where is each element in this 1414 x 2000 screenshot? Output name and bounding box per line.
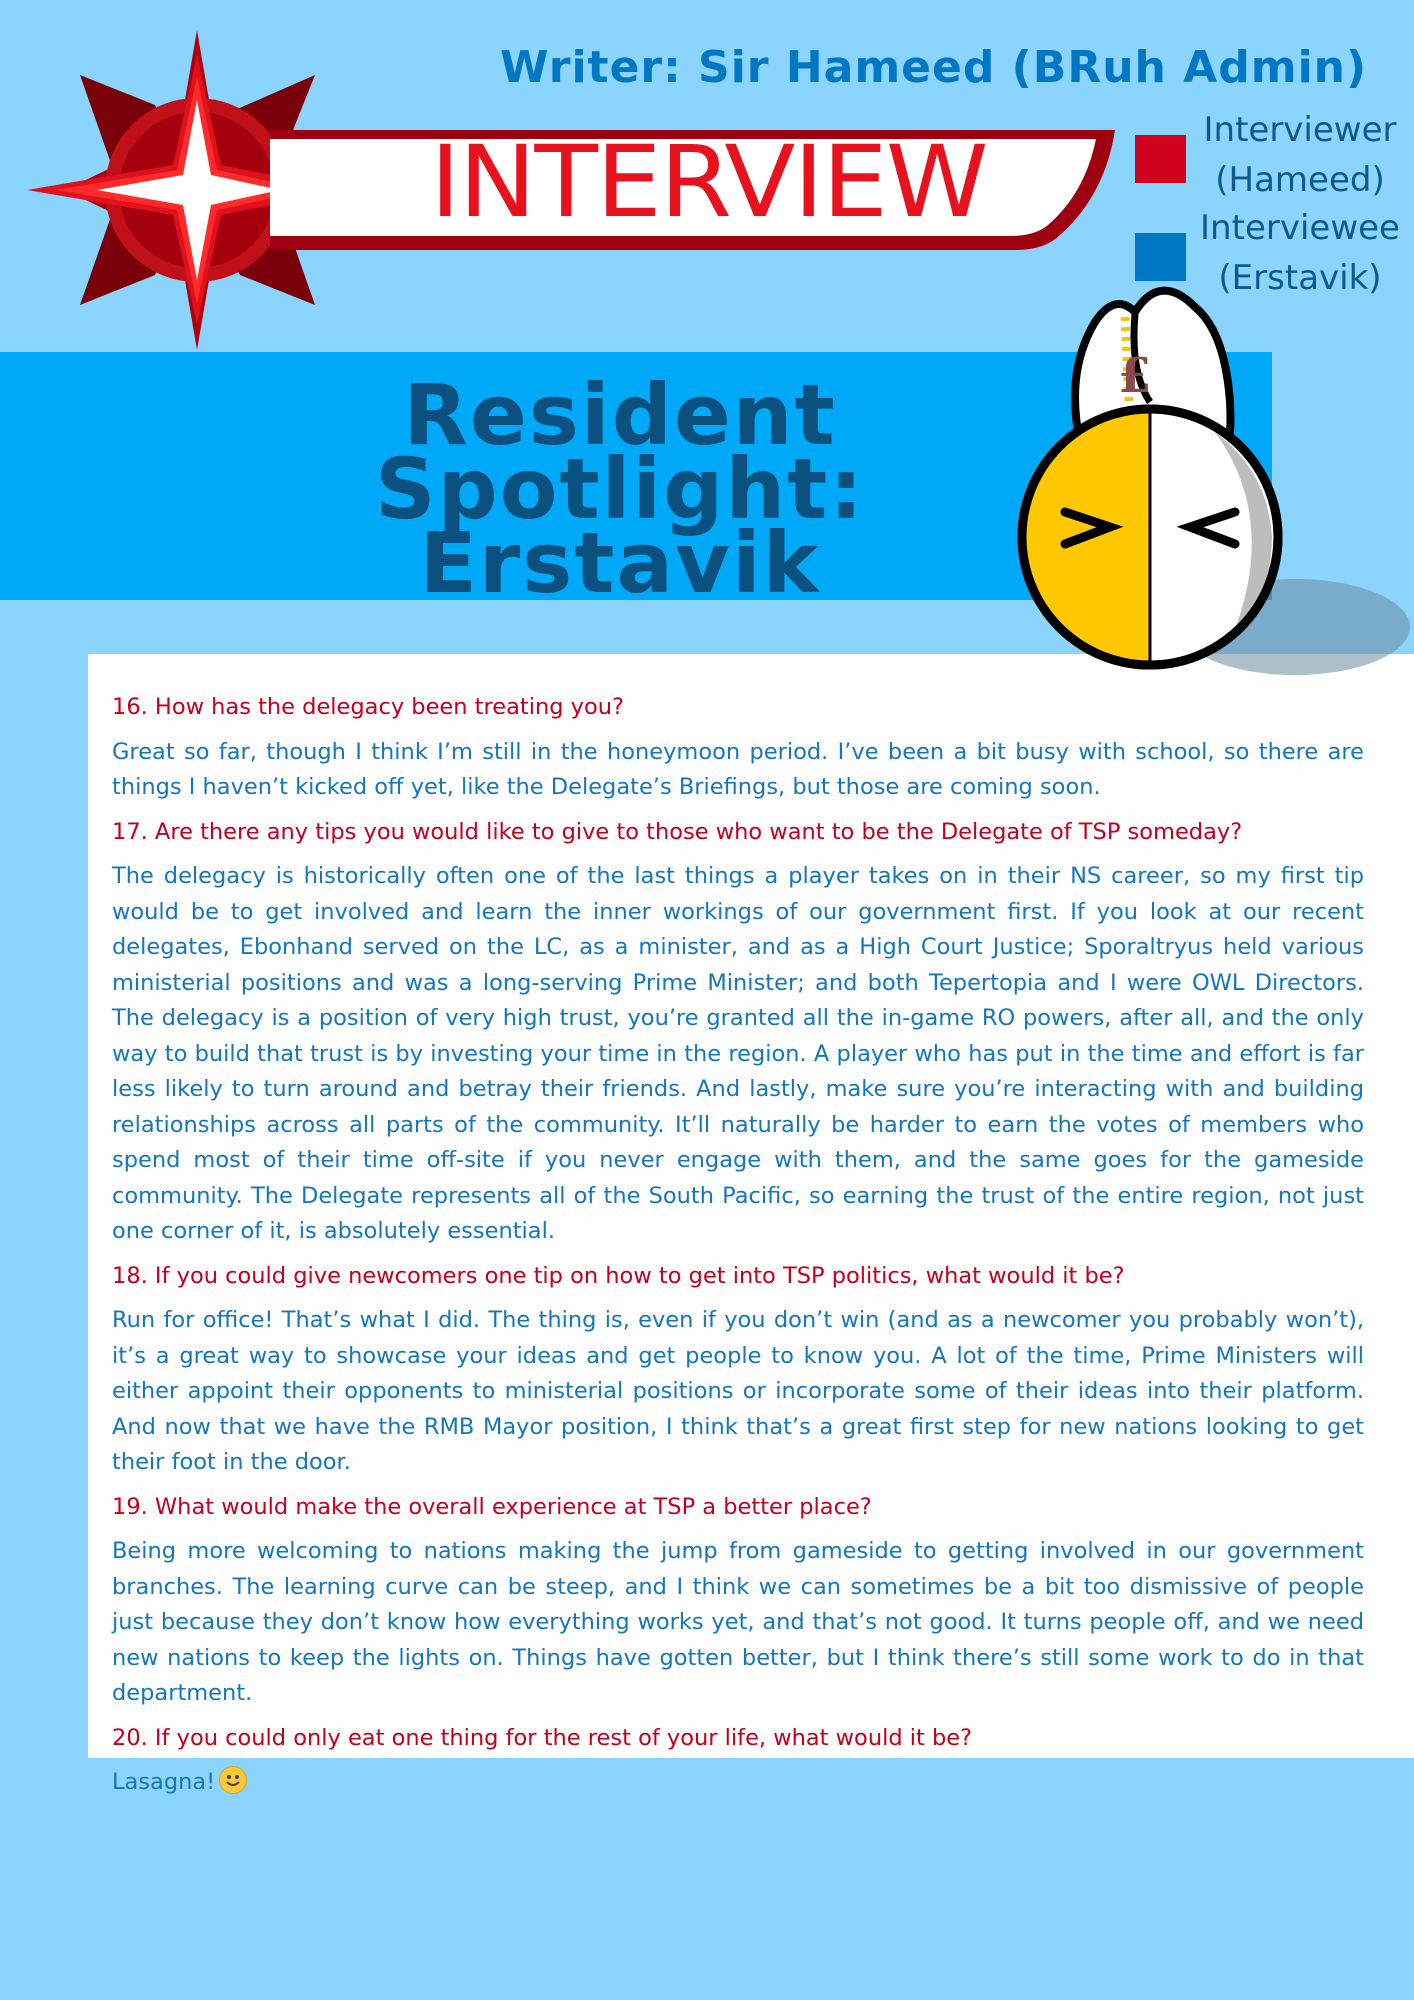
legend-label-line: Interviewer: [1203, 110, 1397, 150]
answer-17: The delegacy is historically often one of the last things a player takes on in their NS career, so my first tip would be to get involved and learn the inner workings of our government first. If you look at our recent delegates, Ebonhand served on the LC, as a minister, and as a High Court Justice; Sporaltryus held various ministerial positions and was a long-serving Prime Minister; and both Tepertopia and I were OWL Directors. The delegacy is a position of very high trust, you’re granted all the in-game RO powers, after all, and the only way to build that trust is by investing your time in the region. A player who has put in the time and effort is far less likely to turn around and betray their friends. And lastly, make sure you’re interacting with and building relationships across all parts of the community. It’ll naturally be harder to earn the votes of members who spend most of their time off-site if you never engage with them, and the same goes for the gameside community. The Delegate represents all of the South Pacific, so earning the trust of the entire region, not just one corner of it, is absolutely essential.: [112, 863, 1364, 1244]
title-line-1: Resident Spotlight:: [375, 366, 865, 538]
legend-label-interviewer: [1200, 105, 1400, 205]
question-17: 17. Are there any tips you would like to give to those who want to be the Delegate of TSP someday?: [112, 818, 1243, 845]
title-line-2: Erstavik: [419, 514, 821, 612]
page-title: [195, 366, 1045, 612]
question-18: 18. If you could give newcomers one tip on how to get into TSP politics, what would it be?: [112, 1262, 1125, 1289]
question-20: 20. If you could only eat one thing for the rest of your life, what would it be?: [112, 1724, 973, 1751]
question-19: 19. What would make the overall experience at TSP a better place?: [112, 1493, 872, 1520]
countryball-mascot-icon: [1010, 282, 1414, 702]
legend-item-interviewer: [1130, 105, 1400, 203]
answer-19: Being more welcoming to nations making the jump from gameside to getting involved in our government branches. The learning curve can be steep, and I think we can sometimes be a bit too dismissive of people just because they don’t know how everything works yet, and that’s not good. It turns people off, and we need new nations to keep the lights on. Things have gotten better, but I think there’s still some work to do in that department.: [112, 1538, 1364, 1706]
smiley-emoji-icon: [219, 1766, 247, 1794]
interviewee-color-swatch: [1135, 233, 1186, 281]
answer-20-row: [112, 1765, 1364, 1801]
question-16: 16. How has the delegacy been treating you?: [112, 694, 624, 720]
interviewer-color-swatch: [1135, 135, 1186, 183]
answer-20: Lasagna!: [112, 1769, 216, 1795]
writer-credit: Writer: Sir Hameed (BRuh Admin): [500, 42, 1368, 93]
answer-18: Run for office! That’s what I did. The thing is, even if you don’t win (and as a newcomer you probably won’t), it’s a great way to showcase your ideas and get people to know you. A lot of the time, Prime Ministers will either appoint their opponents to ministerial positions or incorporate some of their ideas into their platform. And now that we have the RMB Mayor position, I think that’s a great first step for new nations looking to get their foot in the door.: [112, 1307, 1364, 1475]
legend-label-line: Interviewee: [1200, 208, 1400, 248]
legend-label-line: (Erstavik): [1218, 258, 1382, 298]
speaker-legend: [1130, 105, 1400, 301]
interview-banner-label: INTERVIEW: [430, 124, 987, 240]
svg-text:£: £: [1118, 348, 1152, 404]
interview-content: [112, 690, 1364, 1810]
legend-label-line: (Hameed): [1215, 160, 1385, 200]
answer-16: Great so far, though I think I’m still in the honeymoon period. I’ve been a bit busy with school, so there are things I haven’t kicked off yet, like the Delegate’s Briefings, but those are coming soon.: [112, 738, 1364, 800]
